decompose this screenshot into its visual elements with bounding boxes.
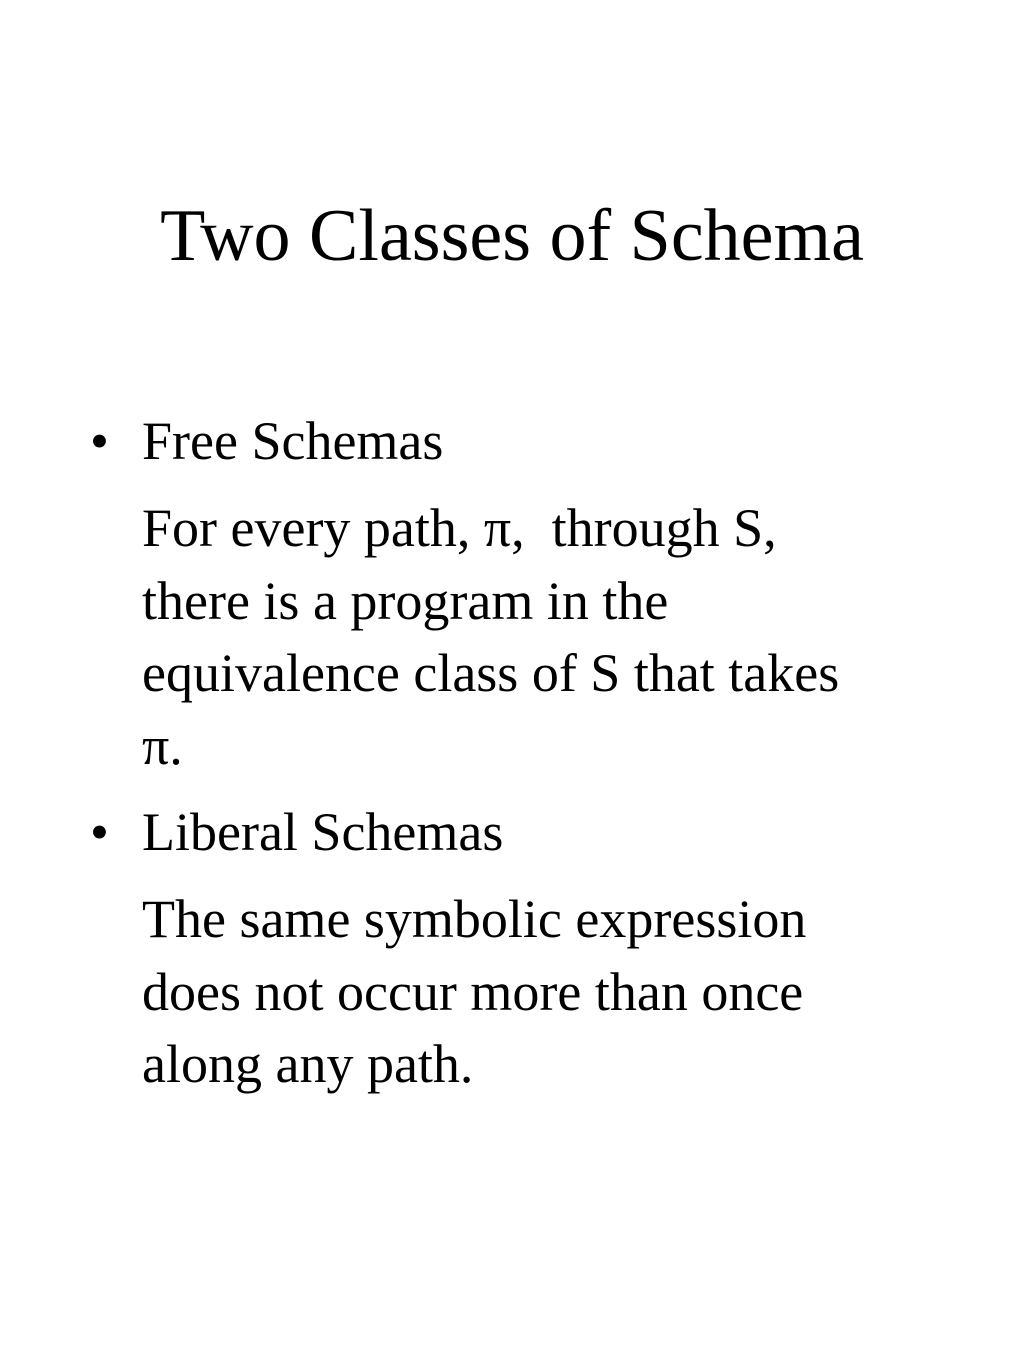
- description-line: does not occur more than once: [142, 961, 804, 1022]
- bullet-heading-liberal-schemas: Liberal Schemas: [142, 802, 504, 862]
- bullet-marker: •: [90, 411, 109, 471]
- bullet-marker: •: [90, 802, 109, 862]
- description-line: The same symbolic expression: [142, 889, 807, 949]
- liberal-schemas-description: [142, 883, 942, 1101]
- slide-title: Two Classes of Schema: [160, 195, 864, 277]
- bullet-heading-free-schemas: Free Schemas: [142, 411, 444, 471]
- description-line: For every path, π, through S,: [142, 498, 777, 558]
- free-schemas-description: [142, 492, 942, 782]
- description-line: equivalence class of S that takes: [142, 643, 840, 703]
- description-line: there is a program in the: [142, 570, 669, 631]
- description-line: along any path.: [142, 1034, 474, 1094]
- description-line: π.: [142, 715, 183, 776]
